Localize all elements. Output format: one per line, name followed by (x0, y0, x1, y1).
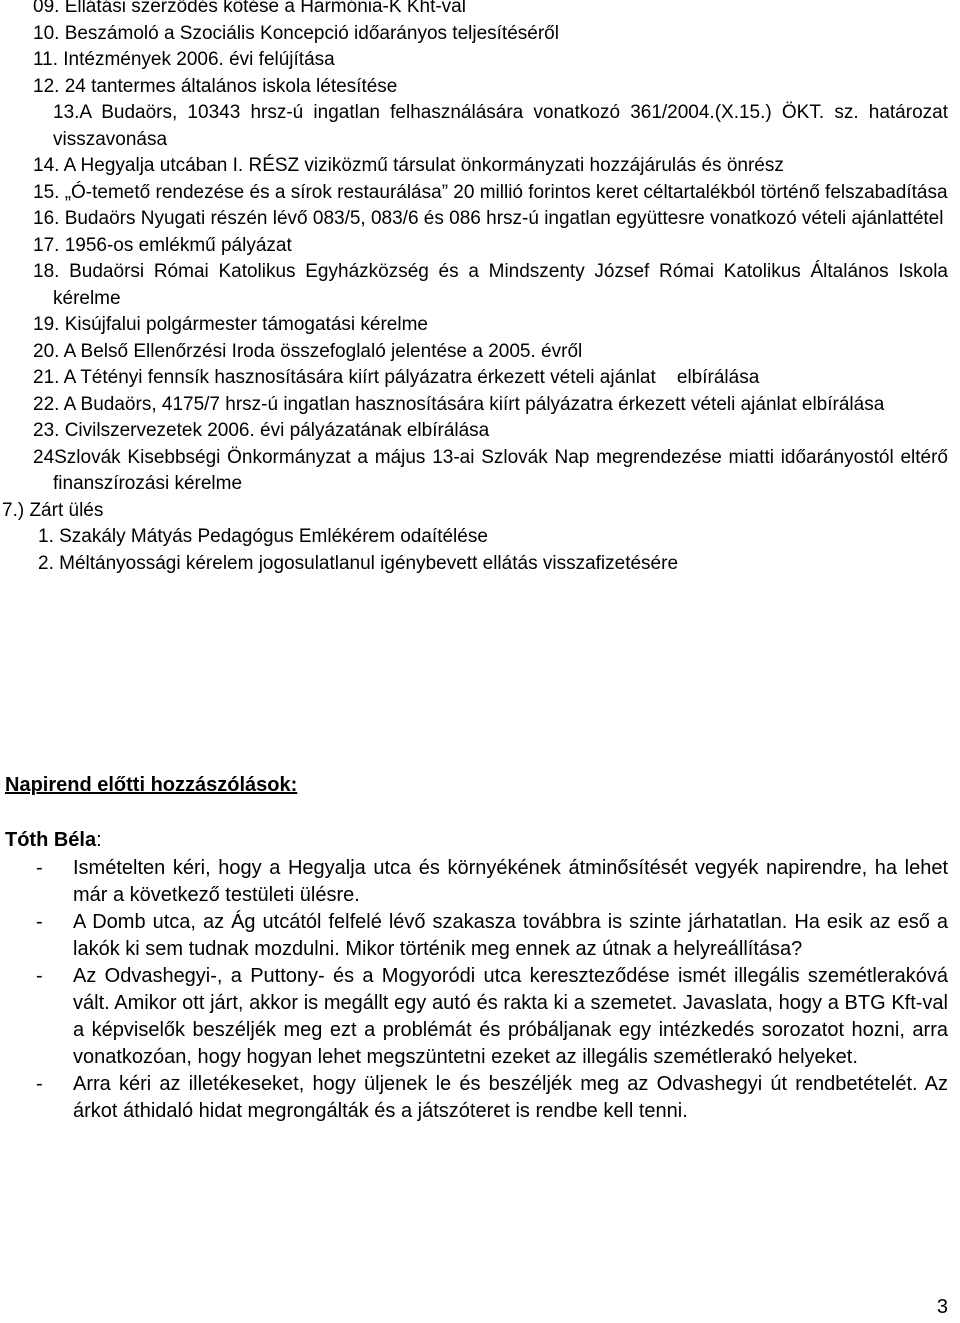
comment-item (0, 909, 960, 963)
section-heading: Napirend előtti hozzászólások: (5, 774, 298, 796)
agenda-item-text: 18. Budaörsi Római Katolikus Egyházközség és a Mindszenty József Római Katolikus Általános Iskola kérelme (33, 261, 948, 309)
agenda-item (0, 259, 960, 312)
comment-list (0, 855, 960, 1125)
agenda-item (0, 418, 960, 445)
agenda-item-text: 15. „Ó-temető rendezése és a sírok restaurálása” 20 millió forintos keret céltartalékból történő felszabadítása (33, 181, 948, 203)
agenda-item (0, 153, 960, 180)
agenda-item-text: 19. Kisújfalui polgármester támogatási kérelme (33, 314, 428, 335)
agenda-item-text: 12. 24 tantermes általános iskola létesítése (33, 75, 398, 97)
agenda-item-text: 24Szlovák Kisebbségi Önkormányzat a május 13-ai Szlovák Nap megrendezése miatti időarányostól eltérő finanszírozási kérelme (33, 446, 948, 494)
agenda-item (0, 21, 960, 48)
closed-session-title (0, 498, 960, 525)
agenda-item-text: 13.A Budaörs, 10343 hrsz-ú ingatlan felhasználására vonatkozó 361/2004.(X.15.) ÖKT. sz. határozat visszavonása (53, 102, 948, 150)
agenda-item-text: 11. Intézmények 2006. évi felújítása (33, 49, 335, 70)
agenda-item-text: 22. A Budaörs, 4175/7 hrsz-ú ingatlan hasznosítására kiírt pályázatra érkezett vételi ajánlat elbírálása (33, 393, 885, 415)
agenda-item (0, 180, 960, 207)
agenda-item-text: 21. A Tétényi fennsík hasznosítására kiírt pályázatra érkezett vételi ajánlat elbírálása (33, 367, 760, 388)
agenda-item (0, 365, 960, 392)
agenda-item (0, 206, 960, 233)
agenda-item (0, 47, 960, 74)
comment-text: Arra kéri az illetékeseket, hogy üljenek le és beszéljék meg az Odvashegyi út rendbetételét. Az árkot áthidaló hidat megrongálták és a játszóteret is rendbe kell tenni. (73, 1073, 948, 1122)
speaker-line (5, 829, 102, 852)
agenda-item-text: 10. Beszámoló a Szociális Koncepció időarányos teljesítéséről (33, 22, 559, 44)
closed-session-item (0, 551, 960, 578)
agenda-item (0, 339, 960, 366)
page-number: 3 (936, 1296, 948, 1318)
bullet-marker: - (36, 857, 43, 879)
closed-session-item-text: 1. Szakály Mátyás Pedagógus Emlékérem odaítélése (38, 526, 488, 547)
comment-text: Az Odvashegyi-, a Puttony- és a Mogyoródi utca kereszteződése ismét illegális szemétlerakóvá vált. Amikor ott járt, akkor is megállt egy autó és rakta ki a szemetet. Javaslata, hogy a BTG Kft-val a képviselők beszéljék meg ezt a problémát és próbáljanak egy intézkedés sorozatot hozni, arra vonatkozóan, hogy hogyan lehet megszüntetni ezeket az illegális szemétlerakó helyeket. (73, 965, 948, 1068)
bullet-marker: - (36, 965, 43, 987)
agenda-item (0, 445, 960, 498)
agenda-item (0, 74, 960, 101)
comment-item (0, 1071, 960, 1125)
speaker-name: Tóth Béla (5, 829, 97, 851)
bullet-marker: - (36, 1073, 43, 1095)
agenda-item-text: 09. Ellátási szerződés kötése a Harmónia-K Kht-val (33, 0, 466, 17)
comment-item (0, 963, 960, 1071)
comment-text: Ismételten kéri, hogy a Hegyalja utca és környékének átminősítését vegyék napirendre, ha lehet már a következő testületi ülésre. (73, 857, 948, 906)
speaker-colon: : (96, 829, 102, 851)
comment-item (0, 855, 960, 909)
agenda-item-text: 20. A Belső Ellenőrzési Iroda összefoglaló jelentése a 2005. évről (33, 340, 583, 362)
closed-session-title-text: 7.) Zárt ülés (2, 499, 104, 521)
agenda-item (0, 0, 960, 21)
agenda-item (0, 392, 960, 419)
agenda-item-text: 14. A Hegyalja utcában I. RÉSZ viziközmű társulat önkormányzati hozzájárulás és önrész (33, 155, 784, 176)
agenda-item-text: 17. 1956-os emlékmű pályázat (33, 234, 292, 256)
agenda-item (0, 100, 960, 153)
closed-session-item-text: 2. Méltányossági kérelem jogosulatlanul igénybevett ellátás visszafizetésére (38, 552, 679, 574)
agenda-item (0, 233, 960, 260)
closed-session-item (0, 524, 960, 551)
agenda-list (0, 0, 960, 577)
agenda-item-text: 16. Budaörs Nyugati részén lévő 083/5, 083/6 és 086 hrsz-ú ingatlan együttesre vonatkozó vételi ajánlattétel (33, 208, 944, 229)
bullet-marker: - (36, 911, 43, 933)
agenda-item (0, 312, 960, 339)
comment-text: A Domb utca, az Ág utcától felfelé lévő szakasza továbbra is szinte járhatatlan. Ha esik az eső a lakók ki sem tudnak mozdulni. Mikor történik meg ennek az útnak a helyreállítása? (73, 911, 948, 960)
agenda-item-text: 23. Civilszervezetek 2006. évi pályázatának elbírálása (33, 420, 490, 441)
